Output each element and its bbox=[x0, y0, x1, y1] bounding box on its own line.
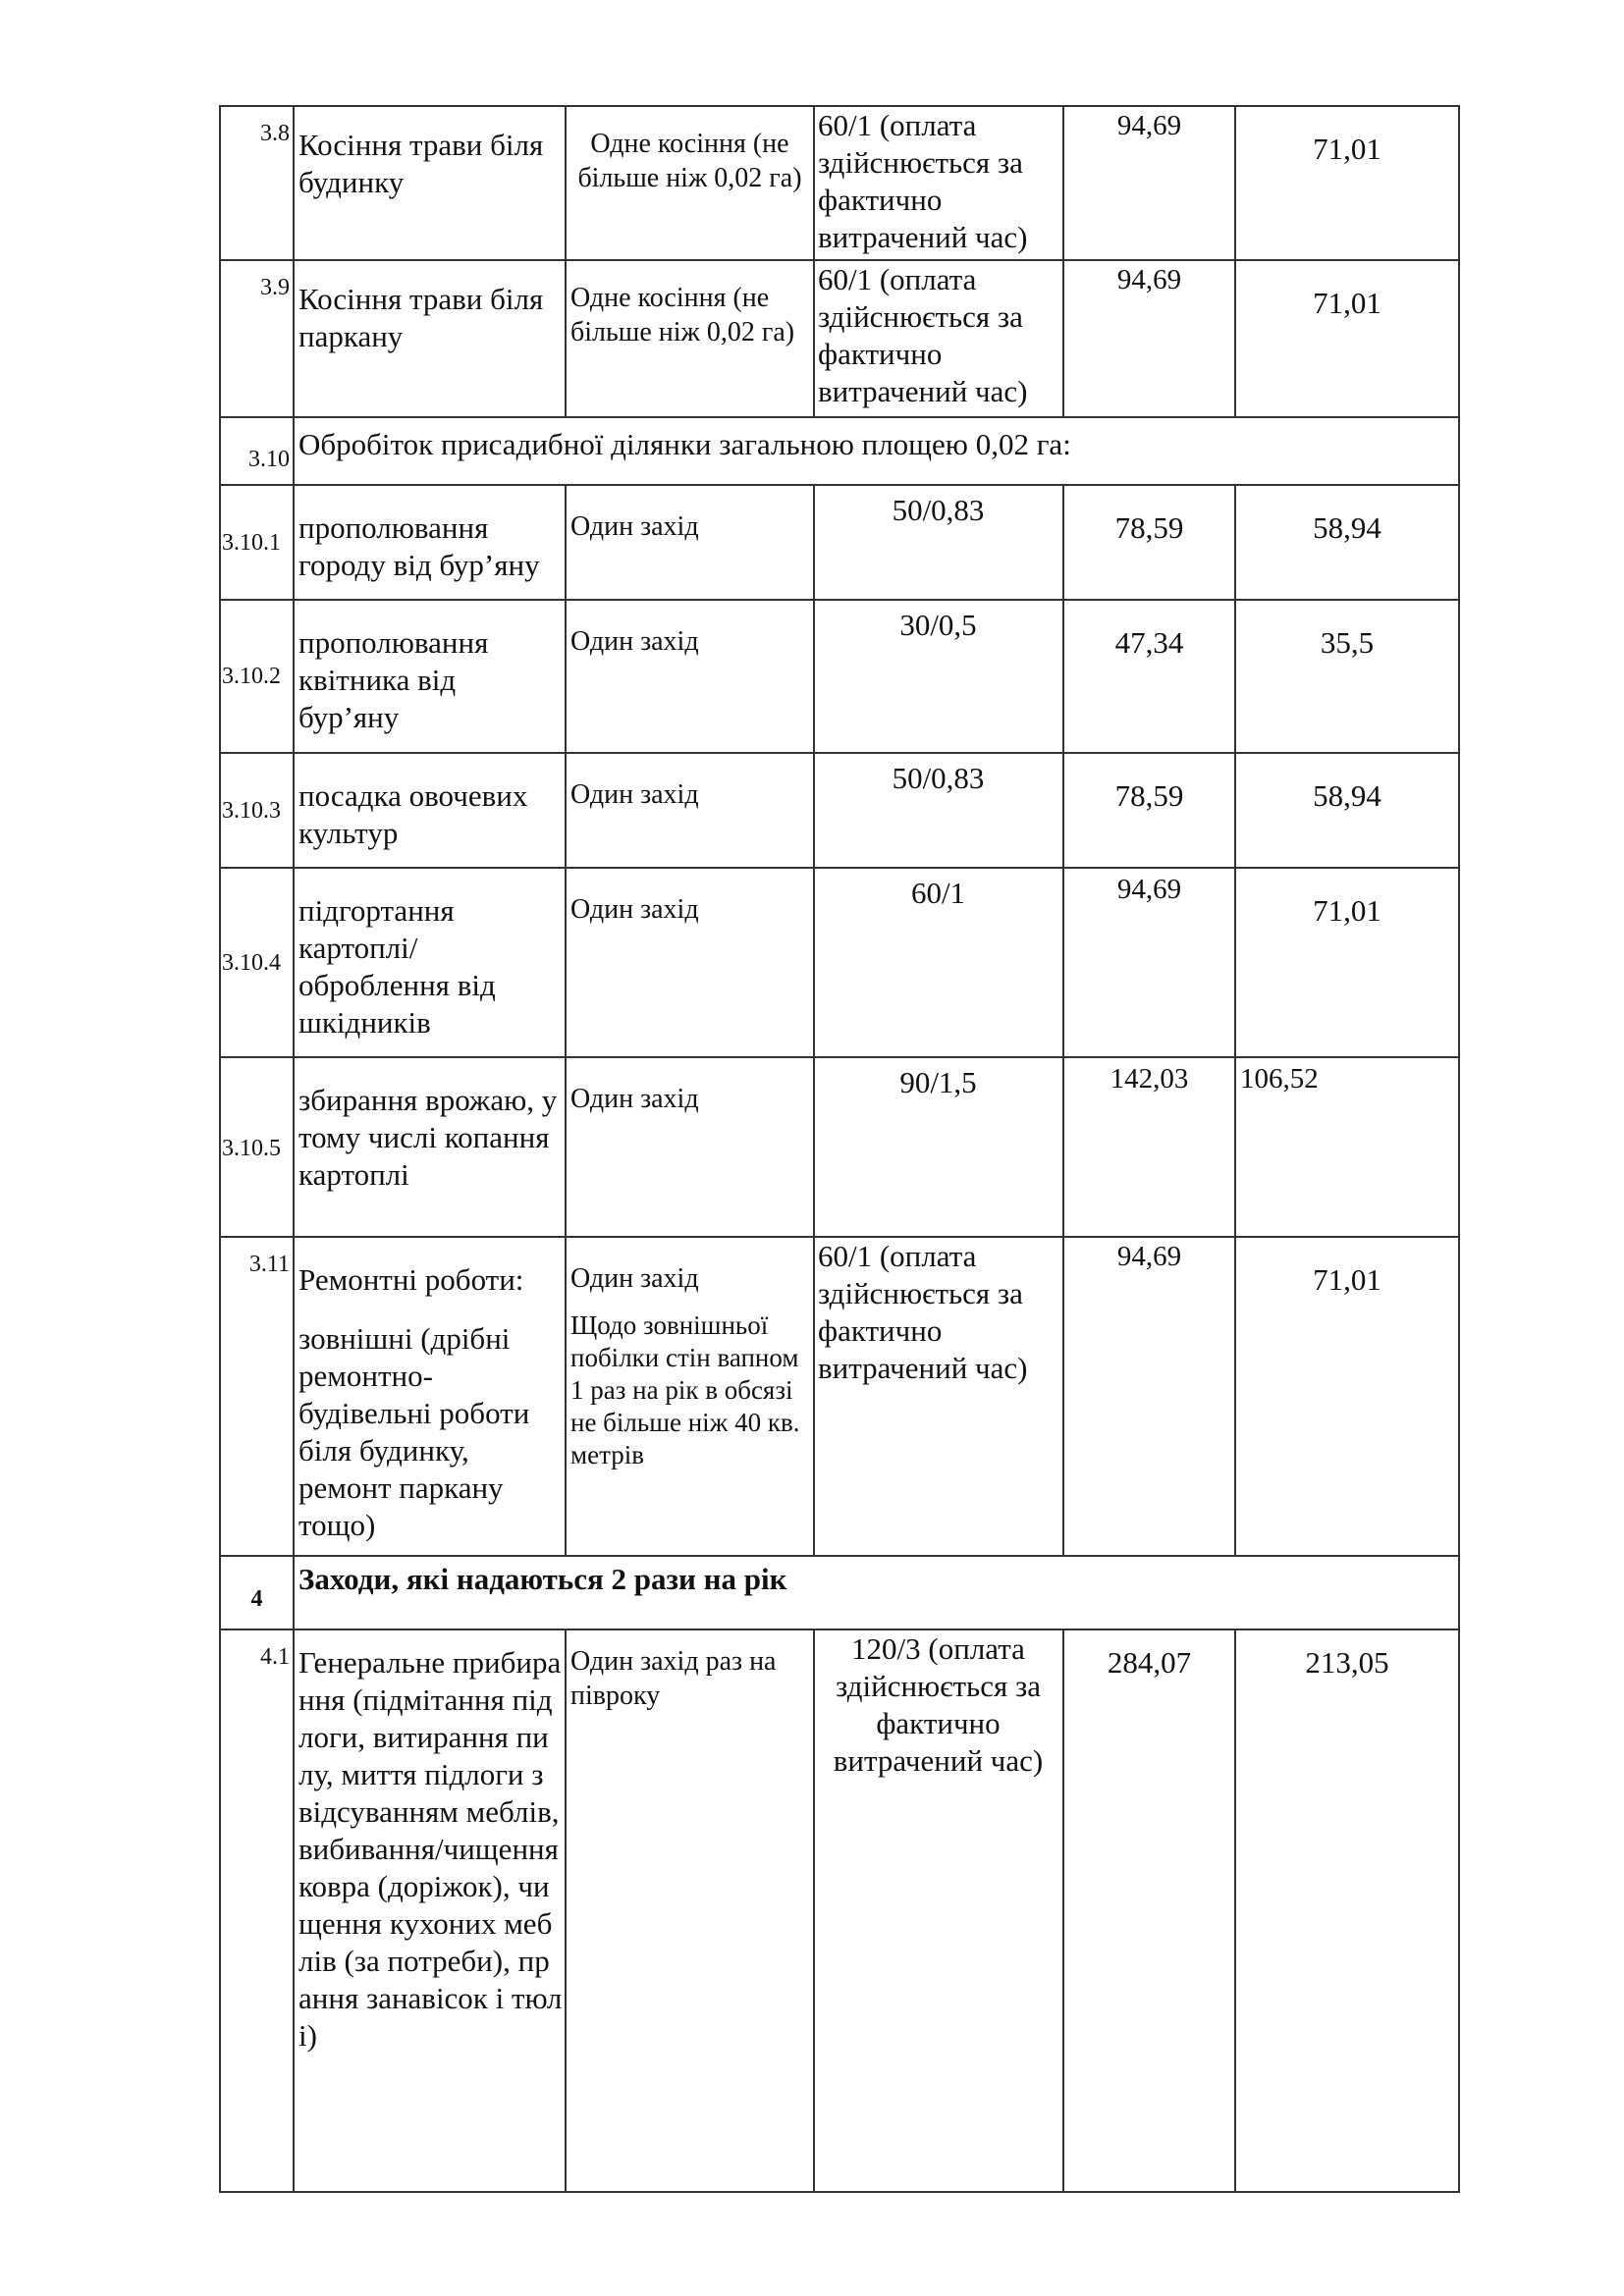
price-full: 284,07 bbox=[1063, 1629, 1235, 2192]
price-reduced: 106,52 bbox=[1235, 1057, 1459, 1237]
table-row bbox=[220, 1556, 1459, 1629]
time-norm: 60/1 bbox=[814, 868, 1063, 1057]
service-unit: Один захід bbox=[566, 600, 814, 753]
price-reduced: 58,94 bbox=[1235, 485, 1459, 600]
price-reduced: 35,5 bbox=[1235, 600, 1459, 753]
service-name: підгортання картоплі/ оброблення від шкідників bbox=[294, 868, 566, 1057]
service-unit: Один захід раз на півроку bbox=[566, 1629, 814, 2192]
tariff-table bbox=[219, 105, 1460, 2193]
service-unit: Один захід bbox=[566, 1057, 814, 1237]
table-row bbox=[220, 260, 1459, 417]
price-full: 94,69 bbox=[1063, 260, 1235, 417]
row-number: 3.11 bbox=[220, 1237, 294, 1556]
price-full: 78,59 bbox=[1063, 485, 1235, 600]
table-row bbox=[220, 1237, 1459, 1556]
table-row bbox=[220, 417, 1459, 485]
price-reduced: 71,01 bbox=[1235, 1237, 1459, 1556]
service-description: зовнішні (дрібні ремонтно-будівельні роботи біля будинку, ремонт паркану тощо) bbox=[298, 1321, 530, 1542]
row-number: 4 bbox=[220, 1556, 294, 1629]
table-row bbox=[220, 1057, 1459, 1237]
time-norm: 60/1 (оплата здійснюється за фактично витрачений час) bbox=[814, 260, 1063, 417]
service-name: Генеральне прибирання (підмітання підлоги, витирання пилу, миття підлоги з відсуванням меблів, вибивання/чищення ковра (доріжок), чищення кухоних меблів (за потреби), прання занавісок і тюлі) bbox=[294, 1629, 566, 2192]
time-norm: 50/0,83 bbox=[814, 485, 1063, 600]
row-number: 3.10.4 bbox=[220, 868, 294, 1057]
time-norm: 30/0,5 bbox=[814, 600, 1063, 753]
price-reduced: 71,01 bbox=[1235, 260, 1459, 417]
price-full: 94,69 bbox=[1063, 868, 1235, 1057]
row-number: 3.10.3 bbox=[220, 753, 294, 868]
service-unit-cell bbox=[566, 1237, 814, 1556]
table-row bbox=[220, 106, 1459, 260]
service-unit: Одне косіння (не більше ніж 0,02 га) bbox=[566, 106, 814, 260]
time-norm: 90/1,5 bbox=[814, 1057, 1063, 1237]
table-row bbox=[220, 485, 1459, 600]
time-norm: 50/0,83 bbox=[814, 753, 1063, 868]
service-name: Косіння трави біля паркану bbox=[294, 260, 566, 417]
time-norm: 60/1 (оплата здійснюється за фактично витрачений час) bbox=[814, 106, 1063, 260]
price-reduced: 58,94 bbox=[1235, 753, 1459, 868]
service-name-cell bbox=[294, 1237, 566, 1556]
row-number: 4.1 bbox=[220, 1629, 294, 2192]
table-row bbox=[220, 600, 1459, 753]
price-full: 94,69 bbox=[1063, 1237, 1235, 1556]
service-name: Косіння трави біля будинку bbox=[294, 106, 566, 260]
price-reduced: 71,01 bbox=[1235, 106, 1459, 260]
service-unit: Один захід bbox=[570, 1263, 699, 1294]
service-unit: Один захід bbox=[566, 868, 814, 1057]
price-reduced: 213,05 bbox=[1235, 1629, 1459, 2192]
price-full: 47,34 bbox=[1063, 600, 1235, 753]
service-name: збирання врожаю, у тому числі копання картоплі bbox=[294, 1057, 566, 1237]
time-norm: 120/3 (оплата здійснюється за фактично витрачений час) bbox=[814, 1629, 1063, 2192]
service-name: прополювання квітника від бур’яну bbox=[294, 600, 566, 753]
service-unit: Один захід bbox=[566, 753, 814, 868]
time-norm: 60/1 (оплата здійснюється за фактично витрачений час) bbox=[814, 1237, 1063, 1556]
row-number: 3.10.1 bbox=[220, 485, 294, 600]
row-number: 3.10.5 bbox=[220, 1057, 294, 1237]
price-full: 94,69 bbox=[1063, 106, 1235, 260]
row-number: 3.10.2 bbox=[220, 600, 294, 753]
section-title: Заходи, які надаються 2 рази на рік bbox=[294, 1556, 1459, 1629]
table-row bbox=[220, 1629, 1459, 2192]
service-name: Ремонтні роботи: bbox=[298, 1262, 524, 1297]
service-unit-note: Щодо зовнішньої побілки стін вапном 1 раз на рік в обсязі не більше ніж 40 кв. метрів bbox=[570, 1310, 800, 1469]
table-row bbox=[220, 753, 1459, 868]
service-name: прополювання городу від бур’яну bbox=[294, 485, 566, 600]
section-title: Обробіток присадибної ділянки загальною площею 0,02 га: bbox=[294, 417, 1459, 485]
price-full: 142,03 bbox=[1063, 1057, 1235, 1237]
service-unit: Одне косіння (не більше ніж 0,02 га) bbox=[566, 260, 814, 417]
row-number: 3.10 bbox=[220, 417, 294, 485]
table-row bbox=[220, 868, 1459, 1057]
row-number: 3.8 bbox=[220, 106, 294, 260]
service-name: посадка овочевих культур bbox=[294, 753, 566, 868]
row-number: 3.9 bbox=[220, 260, 294, 417]
price-full: 78,59 bbox=[1063, 753, 1235, 868]
price-reduced: 71,01 bbox=[1235, 868, 1459, 1057]
service-unit: Один захід bbox=[566, 485, 814, 600]
